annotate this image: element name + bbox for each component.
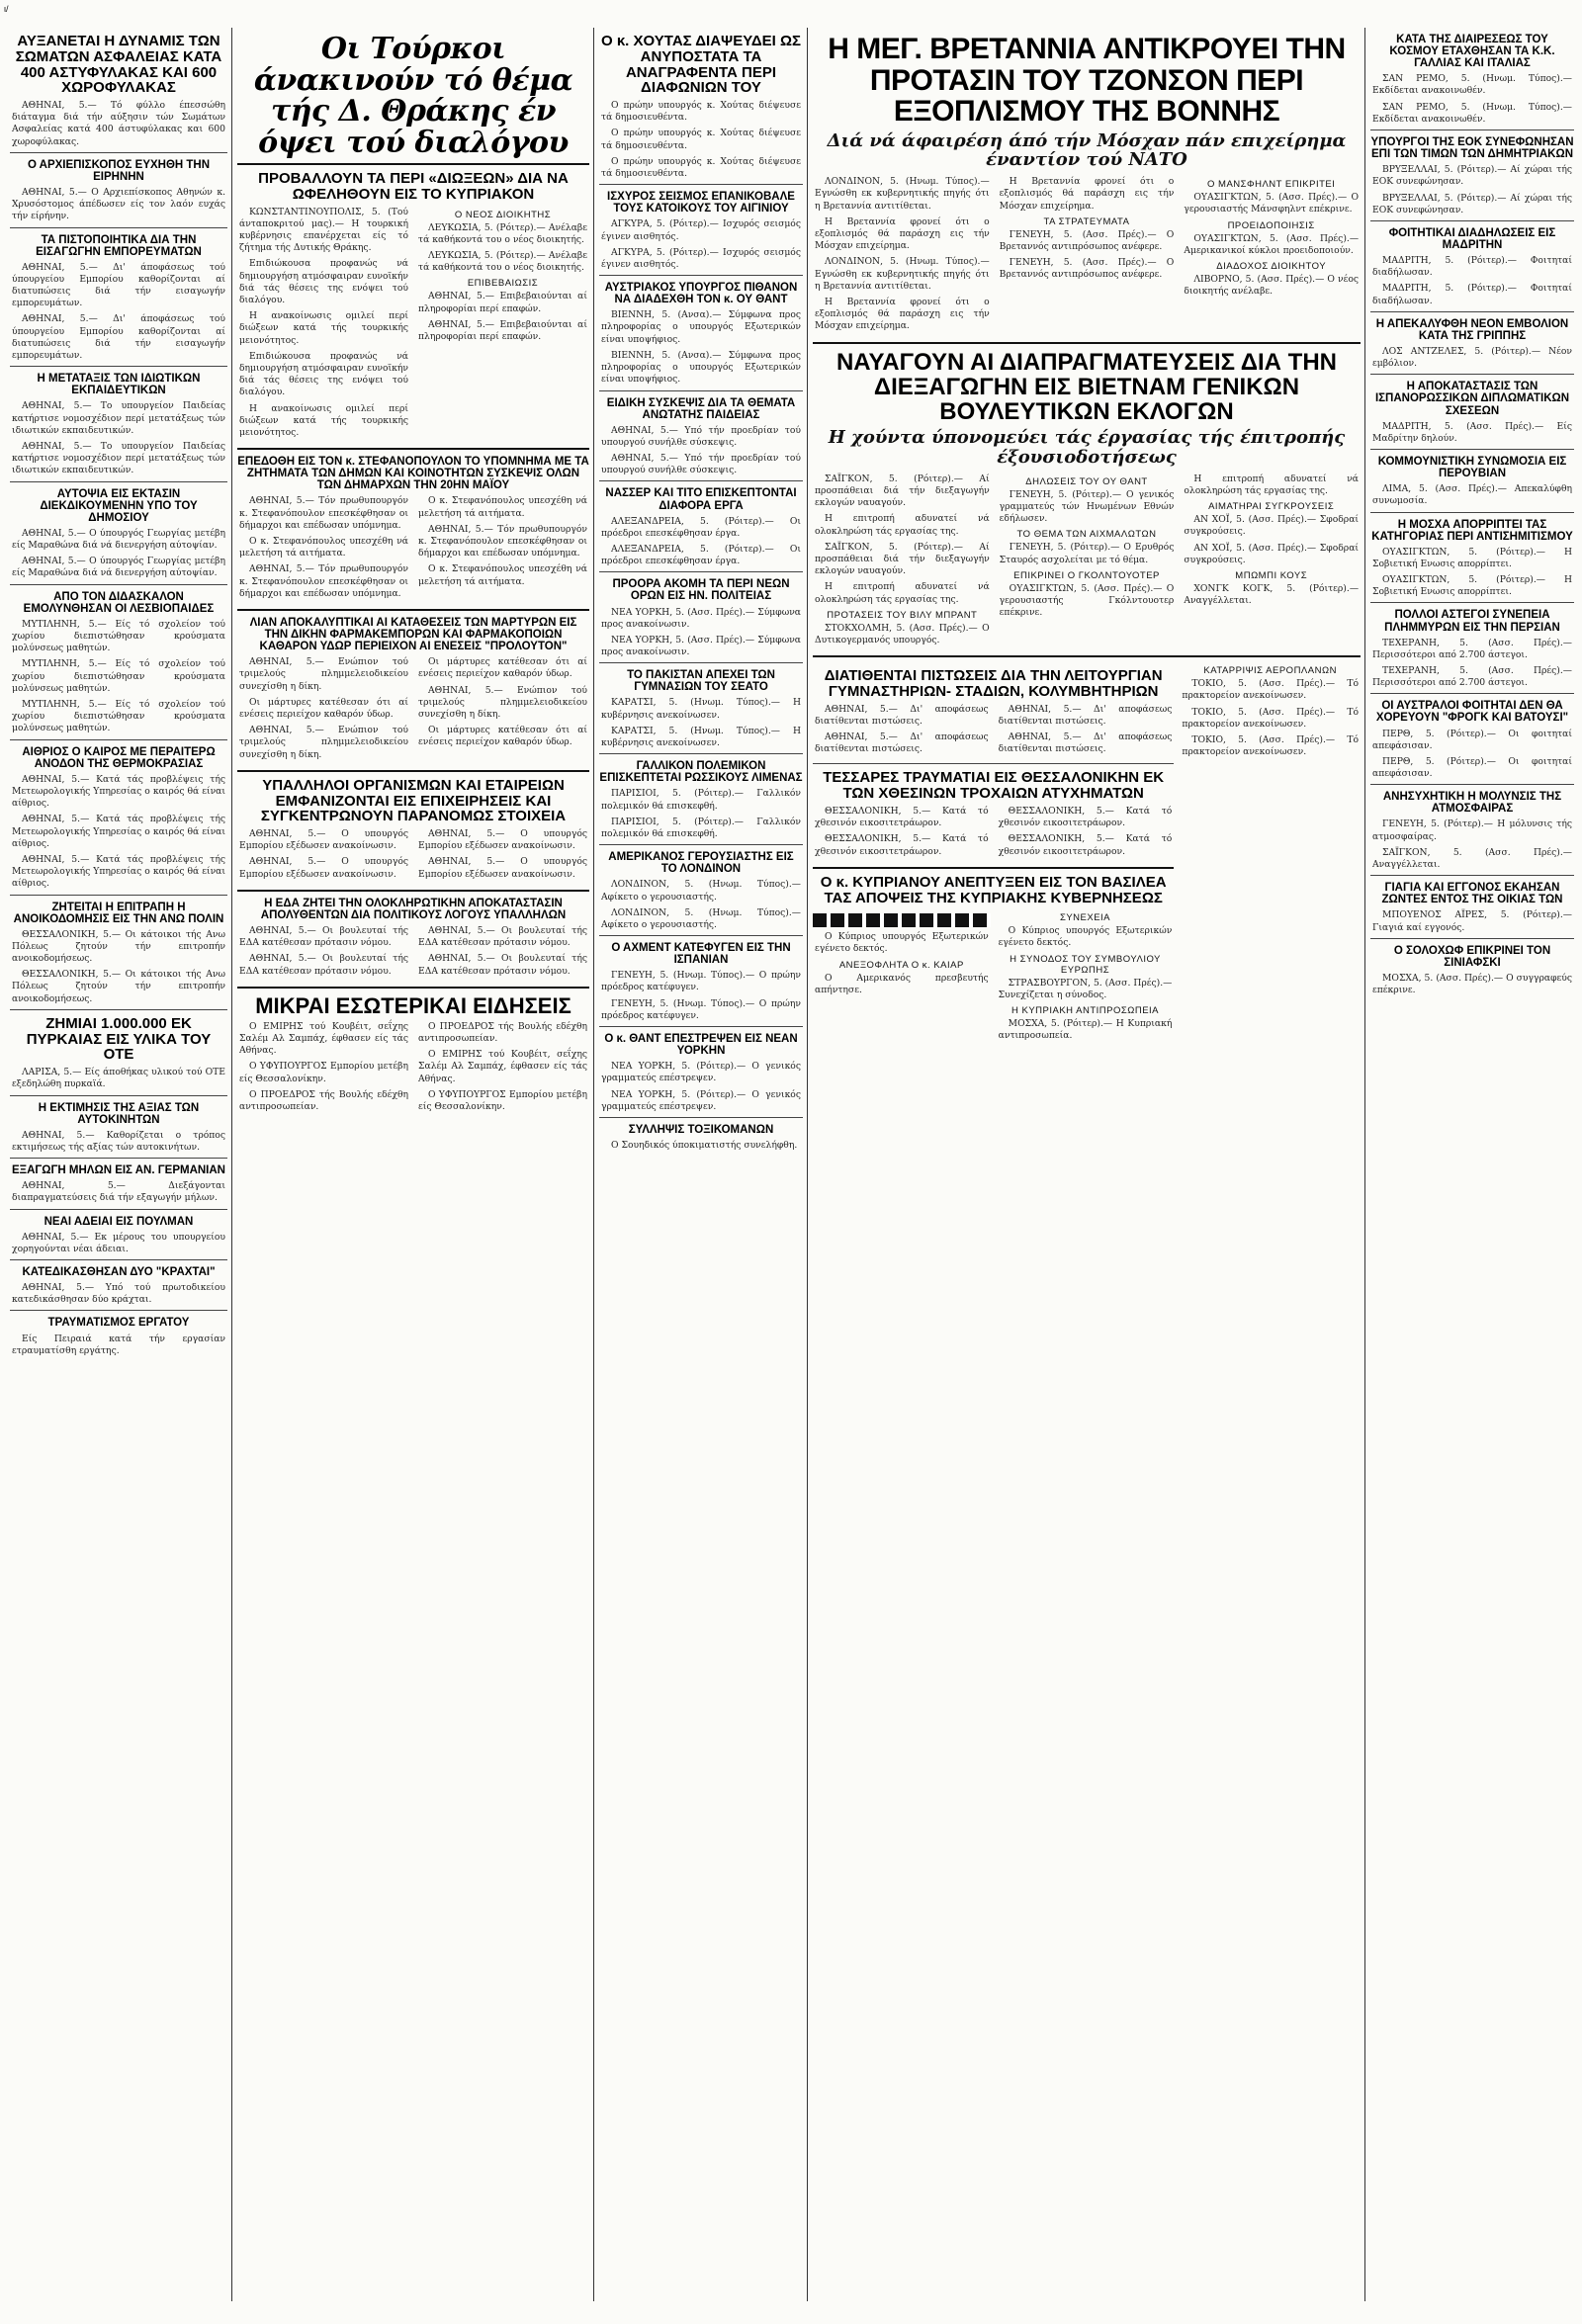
article-text: Η ανακοίνωσις ομιλεί περί διώξεων κατά τής τουρκικής μειονότητος. [239,402,408,438]
article-text: ΠΑΡΙΣΙΟΙ, 5. (Ρόιτερ).— Γαλλικόν πολεμικόν θά επισκεφθή. [601,816,801,839]
article-text: ΓΕΝΕΥΗ, 5. (Ηνωμ. Τύπος).— Ο πρώην πρόεδρος κατέφυγεν. [601,997,801,1021]
article-text: ΝΕΑ ΥΟΡΚΗ, 5. (Ρόιτερ).— Ο γενικός γραμματεύς επέστρεψεν. [601,1061,801,1084]
article-text: Ο ΠΡΟΕΔΡΟΣ τής Βουλής εδέχθη αντιπροσωπείαν. [239,1088,408,1113]
subhead: Ο ΜΑΝΣΦΗΛΝΤ ΕΠΙΚΡΙΤΕΙ [1207,179,1336,191]
article-text: Ο κ. Στεφανόπουλος υπεσχέθη νά μελετήση τά αιτήματα. [418,495,587,519]
article-text: ΑΘΗΝΑΙ, 5.— Οι βουλευταί τής ΕΔΑ κατέθεσαν πρότασιν νόμου. [418,953,587,977]
article-text: Ο ΕΜΙΡΗΣ τού Κουβέιτ, σεΐχης Σαλέμ Αλ Σαμπάχ, έφθασεν είς τάς Αθήνας. [418,1049,587,1084]
headline: ΣΥΛΛΗΨΙΣ ΤΟΞΙΚΟΜΑΝΩΝ [628,1124,774,1136]
article-text: ΤΟΚΙΟ, 5. (Ασσ. Πρές).— Τό πρακτορείον ανεκοίνωσεν. [1182,706,1359,730]
article-text: Η Βρεταννία φρονεί ότι ο εξοπλισμός θά παράσχη εις τήν Μόσχαν επιχείρημα. [999,176,1175,212]
column-3 [599,28,803,2301]
column-rule [807,28,808,2301]
headline: ΠΟΛΛΟΙ ΑΣΤΕΓΟΙ ΣΥΝΕΠΕΙΑ ΠΛΗΜΜΥΡΩΝ ΕΙΣ ΤΗΝ ΠΕΡΣΙΑΝ [1384,609,1560,634]
article-text: ΑΘΗΝΑΙ, 5.— Κατά τάς προβλέψεις τής Μετεωρολογικής Υπηρεσίας ο καιρός θά είναι αίθριος. [12,814,225,849]
headline: ΠΡΟΟΡΑ ΑΚΟΜΗ ΤΑ ΠΕΡΙ ΝΕΩΝ ΟΡΩΝ ΕΙΣ ΗΝ. ΠΟΛΙΤΕΙΑΣ [612,578,790,603]
subhead: ΑΝΕΞΟΦΛΗΤΑ Ο κ. ΚΑΙΑΡ [838,959,964,971]
article-text: Ο ΕΜΙΡΗΣ τού Κουβέιτ, σεΐχης Σαλέμ Αλ Σαμπάχ, έφθασεν είς τάς Αθήνας. [239,1020,408,1057]
article-text: Η ανακοίνωσις ομιλεί περί διώξεων κατά τής τουρκικής μειονότητος. [239,310,408,346]
article-text: Η Βρεταννία φρονεί ότι ο εξοπλισμός θά παράσχη εις τήν Μόσχαν επιχείρημα. [815,296,990,332]
headline: ΤΡΑΥΜΑΤΙΣΜΟΣ ΕΡΓΑΤΟΥ [47,1317,190,1330]
headline: ΕΙΔΙΚΗ ΣΥΣΚΕΨΙΣ ΔΙΑ ΤΑ ΘΕΜΑΤΑ ΑΝΩΤΑΤΗΣ ΠΑΙΔΕΙΑΣ [606,396,796,421]
headline: ΖΗΜΙΑΙ 1.000.000 ΕΚ ΠΥΡΚΑΙΑΣ ΕΙΣ ΥΛΙΚΑ ΤΟΥ ΟΤΕ [26,1014,212,1064]
subhead: ΚΑΤΑΡΡΙΨΙΣ ΑΕΡΟΠΛΑΝΩΝ [1203,665,1337,677]
article-text: ΑΘΗΝΑΙ, 5.— Ο Αρχιεπίσκοπος Αθηνών κ. Χρυσόστομος άπέδωσεν είς τον λαόν ευχάς τήν είρήνην. [12,186,225,222]
article-text: ΑΝ ΧΟΪ, 5. (Ασσ. Πρές).— Σφοδραί συγκρούσεις. [1184,514,1360,538]
article-text: ΜΥΤΙΛΗΝΗ, 5.— Είς τό σχολείον τού χωρίου διεπιστώθησαν κρούσματα μολύνσεως μαθητών. [12,698,225,734]
subhead: ΕΠΙΒΕΒΑΙΩΣΙΣ [467,278,539,290]
article-text: ΒΡΥΞΕΛΛΑΙ, 5. (Ρόιτερ).— Αί χώραι τής ΕΟΚ συνεφώνησαν. [1372,164,1572,188]
headline: ΑΝΗΣΥΧΗΤΙΚΗ Η ΜΟΛΥΝΣΙΣ ΤΗΣ ΑΤΜΟΣΦΑΙΡΑΣ [1382,791,1562,816]
article-text: ΑΘΗΝΑΙ, 5.— Οι βουλευταί τής ΕΔΑ κατέθεσαν πρότασιν νόμου. [239,953,408,977]
subhead: ΜΠΩΜΠΙ ΚΟΥΣ [1235,569,1308,581]
article-text: ΜΥΤΙΛΗΝΗ, 5.— Είς τό σχολείον τού χωρίου διεπιστώθησαν κρούσματα μολύνσεως μαθητών. [12,618,225,654]
article-text: ΣΤΟΚΧΟΛΜΗ, 5. (Ασσ. Πρές).— Ο Δυτικογερμανός υπουργός. [815,622,990,646]
article-text: ΑΓΚΥΡΑ, 5. (Ρόιτερ).— Ισχυρός σεισμός έγινεν αισθητός. [601,246,801,270]
headline: Ο ΣΟΛΟΧΩΦ ΕΠΙΚΡΙΝΕΙ ΤΟΝ ΣΙΝΙΑΦΣΚΙ [1393,944,1551,969]
article-text: Ο πρώην υπουργός κ. Χούτας διέψευσε τά δημοσιευθέντα. [601,100,801,124]
article-text: ΑΛΕΞΑΝΔΡΕΙΑ, 5. (Ρόιτερ).— Οι πρόεδροι επεσκέφθησαν έργα. [601,543,801,567]
article-text: ΟΥΑΣΙΓΚΤΩΝ, 5. (Ασσ. Πρές).— Αμερικανικοί κύκλοι προειδοποιούν. [1184,232,1360,256]
corner-mark: ι/ [4,4,9,14]
subhead: ΠΡΟΤΑΣΕΙΣ ΤΟΥ ΒΙΛΥ ΜΠΡΑΝΤ [827,609,978,621]
subheadline: Η χούντα ύπονομεύει τάς έργασίας τής έπιτροπής έξουσιοδοτήσεως [828,427,1346,468]
article-text: ΠΕΡΘ, 5. (Ρόιτερ).— Οι φοιτηταί απεφάσισαν. [1372,755,1572,780]
article-text: ΒΙΕΝΝΗ, 5. (Ανσα).— Σύμφωνα προς πληροφορίας ο υπουργός Εξωτερικών είναι υποψήφιος. [601,309,801,345]
article-text: ΣΑΝ ΡΕΜΟ, 5. (Ηνωμ. Τύπος).— Εκδίδεται ανακοινωθέν. [1372,73,1572,97]
article-text: ΑΛΕΞΑΝΔΡΕΙΑ, 5. (Ρόιτερ).— Οι πρόεδροι επεσκέφθησαν έργα. [601,515,801,539]
article-text: Η επιτροπή αδυνατεί νά ολοκληρώση τάς εργασίας της. [1184,473,1360,496]
headline: Ο ΑΧΜΕΝΤ ΚΑΤΕΦΥΓΕΝ ΕΙΣ ΤΗΝ ΙΣΠΑΝΙΑΝ [611,942,791,967]
article-text: ΜΟΣΧΑ, 5. (Ασσ. Πρές).— Ο συγγραφεύς επέκρινε. [1372,972,1572,996]
article-text: ΤΕΧΕΡΑΝΗ, 5. (Ασσ. Πρές).— Περισσότεροι από 2.700 άστεγοι. [1372,665,1572,689]
column-4 [813,28,1361,2301]
article-text: ΟΥΑΣΙΓΚΤΩΝ, 5. (Ρόιτερ).— Η Σοβιετική Ενωσις απορρίπτει. [1372,574,1572,598]
article-text: ΑΘΗΝΑΙ, 5.— Επιβεβαιούνται αί πληροφορίαι περί επαφών. [418,318,587,342]
article-text: ΛΙΜΑ, 5. (Ασσ. Πρές).— Απεκαλύφθη συνωμοσία. [1372,483,1572,507]
article-text: ΑΘΗΝΑΙ, 5.— Καθορίζεται ο τρόπος εκτιμήσεως τής αξίας τών αυτοκινήτων. [12,1129,225,1153]
headline: ΑΙΘΡΙΟΣ Ο ΚΑΙΡΟΣ ΜΕ ΠΕΡΑΙΤΕΡΩ ΑΝΟΔΟΝ ΤΗΣ ΘΕΡΜΟΚΡΑΣΙΑΣ [22,745,216,770]
headline: ΤΑ ΠΙΣΤΟΠΟΙΗΤΙΚΑ ΔΙΑ ΤΗΝ ΕΙΣΑΓΩΓΗΝ ΕΜΠΟΡΕΥΜΑΤΩΝ [36,233,202,258]
headline: Ο κ. ΧΟΥΤΑΣ ΔΙΑΨΕΥΔΕΙ ΩΣ ΑΝΥΠΟΣΤΑΤΑ ΤΑ ΑΝΑΓΡΑΦΕΝΤΑ ΠΕΡΙ ΔΙΑΦΩΝΙΩΝ ΤΟΥ [600,33,801,97]
article-text: ΑΘΗΝΑΙ, 5.— Το υπουργείον Παιδείας κατήρτισε νομοσχέδιον περί μετατάξεως τών ιδιωτικών εκπαιδευτικών. [12,441,225,476]
headline: Η ΕΔΑ ΖΗΤΕΙ ΤΗΝ ΟΛΟΚΛΗΡΩΤΙΚΗΝ ΑΠΟΚΑΤΑΣΤΑΣΙΝ ΑΠΟΛΥΘΕΝΤΩΝ ΔΙΑ ΠΟΛΙΤΙΚΟΥΣ ΛΟΓΟΥΣ ΥΠΑΛΛΗΛΩΝ [260,897,567,921]
headline: ΠΡΟΒΑΛΛΟΥΝ ΤΑ ΠΕΡΙ «ΔΙΩΞΕΩΝ» ΔΙΑ ΝΑ ΩΦΕΛΗΘΟΥΝ ΕΙΣ ΤΟ ΚΥΠΡΙΑΚΟΝ [258,170,569,203]
headline: ΚΟΜΜΟΥΝΙΣΤΙΚΗ ΣΥΝΩΜΟΣΙΑ ΕΙΣ ΠΕΡΟΥΒΙΑΝ [1377,456,1567,480]
article-text: Ο κ. Στεφανόπουλος υπεσχέθη νά μελετήση τά αιτήματα. [418,563,587,587]
article-text: ΛΕΥΚΩΣΙΑ, 5. (Ρόιτερ).— Ανέλαβε τά καθήκοντά του ο νέος διοικητής. [418,249,587,274]
article-text: ΘΕΣΣΑΛΟΝΙΚΗ, 5.— Κατά τό χθεσινόν εικοσιτετράωρον. [815,833,989,857]
headline: ΓΙΑΓΙΑ ΚΑΙ ΕΓΓΟΝΟΣ ΕΚΑΗΣΑΝ ΖΩΝΤΕΣ ΕΝΤΟΣ ΤΗΣ ΟΙΚΙΑΣ ΤΩΝ [1381,882,1563,906]
article-text: ΑΘΗΝΑΙ, 5.— Ο υπουργός Εμπορίου εξέδωσεν ανακοίνωσιν. [239,828,408,852]
article-text: Ο Κύπριος υπουργός Εξωτερικών εγένετο δεκτός. [998,925,1173,949]
article-text: ΑΘΗΝΑΙ, 5.— Διεξάγονται διαπραγματεύσεις διά τήν εξαγωγήν μήλων. [12,1180,225,1204]
article-text: ΑΘΗΝΑΙ, 5.— Ενώπιον τού τριμελούς πλημμελειοδικείου συνεχίσθη η δίκη. [418,684,587,720]
article-text: ΚΑΡΑΤΣΙ, 5. (Ηνωμ. Τύπος).— Η κυβέρνησις ανεκοίνωσεν. [601,697,801,721]
article-text: ΓΕΝΕΥΗ, 5. (Ρόιτερ).— Ο γενικός γραμματεύς τών Ηνωμένων Εθνών εδήλωσεν. [999,488,1175,525]
headline: ΤΟ ΠΑΚΙΣΤΑΝ ΑΠΕΧΕΙ ΤΩΝ ΓΥΜΝΑΣΙΩΝ ΤΟΥ ΣΕΑΤΟ [627,669,775,694]
subhead: Ο ΝΕΟΣ ΔΙΟΙΚΗΤΗΣ [454,209,552,220]
headline: Ο κ. ΚΥΠΡΙΑΝΟΥ ΑΝΕΠΤΥΞΕΝ ΕΙΣ ΤΟΝ ΒΑΣΙΛΕΑ ΤΑΣ ΑΠΟΨΕΙΣ ΤΗΣ ΚΥΠΡΙΑΚΗΣ ΚΥΒΕΡΝΗΣΕΩΣ [820,873,1167,906]
headline: ΖΗΤΕΙΤΑΙ Η ΕΠΙΤΡΑΠΗ Η ΑΝΟΙΚΟΔΟΜΗΣΙΣ ΕΙΣ ΤΗΝ ΑΝΩ ΠΟΛΙΝ [13,901,224,925]
article-text: ΜΑΔΡΙΤΗ, 5. (Ρόιτερ).— Φοιτηταί διαδήλωσαν. [1372,283,1572,306]
article-text: ΛΟΝΔΙΝΟΝ, 5. (Ηνωμ. Τύπος).— Αφίκετο ο γερουσιαστής. [601,906,801,930]
headline: ΕΞΑΓΩΓΗ ΜΗΛΩΝ ΕΙΣ ΑΝ. ΓΕΡΜΑΝΙΑΝ [12,1164,225,1177]
headline: ΥΠΑΛΛΗΛΟΙ ΟΡΓΑΝΙΣΜΩΝ ΚΑΙ ΕΤΑΙΡΕΙΩΝ ΕΜΦΑΝΙΖΟΝΤΑΙ ΕΙΣ ΕΠΙΧΕΙΡΗΣΕΙΣ ΚΑΙ ΣΥΓΚΕΝΤΡΩΝΟΥΝ ΠΑΡΑΝΟΜΩΣ ΣΤΟΙΧΕΙΑ [260,776,567,825]
article-text: ΑΘΗΝΑΙ, 5.— Ο ύπουργός Γεωργίας μετέβη είς Μαραθώνα διά νά διενεργήση αύτοψίαν. [12,527,225,552]
article-text: ΑΘΗΝΑΙ, 5.— Δι' αποφάσεως διατίθενται πιστώσεις. [998,703,1173,727]
article-text: ΑΘΗΝΑΙ, 5.— Κατά τάς προβλέψεις τής Μετεωρολογικής Υπηρεσίας ο καιρός θά είναι αίθριος. [12,853,225,890]
article-text: ΑΝ ΧΟΪ, 5. (Ασσ. Πρές).— Σφοδραί συγκρούσεις. [1184,542,1360,565]
article-text: ΟΥΑΣΙΓΚΤΩΝ, 5. (Ρόιτερ).— Η Σοβιετική Ενωσις απορρίπτει. [1372,546,1572,569]
article-text: ΘΕΣΣΑΛΟΝΙΚΗ, 5.— Οι κάτοικοι τής Ανω Πόλεως ζητούν τήν επιτροπήν ανοικοδομήσεως. [12,928,225,965]
article-text: ΑΘΗΝΑΙ, 5.— Δι' αποφάσεως διατίθενται πιστώσεις. [815,703,989,727]
article-text: ΑΘΗΝΑΙ, 5.— Το υπουργείον Παιδείας κατήρτισε νομοσχέδιον περί μετατάξεως τών ιδιωτικών εκπαιδευτικών. [12,400,225,436]
column-2 [237,28,589,2301]
article-text: ΑΘΗΝΑΙ, 5.— Δι' αποφάσεως διατίθενται πιστώσεις. [998,732,1173,755]
column-rule [1364,28,1365,2301]
article-text: Ο ΠΡΟΕΔΡΟΣ τής Βουλής εδέχθη αντιπροσωπείαν. [418,1020,587,1045]
headline: Η ΜΟΣΧΑ ΑΠΟΡΡΙΠΤΕΙ ΤΑΣ ΚΑΤΗΓΟΡΙΑΣ ΠΕΡΙ ΑΝΤΙΣΗΜΙΤΙΣΜΟΥ [1371,518,1573,543]
headline: ΝΑΣΣΕΡ ΚΑΙ ΤΙΤΟ ΕΠΙΣΚΕΠΤΟΝΤΑΙ ΔΙΑΦΟΡΑ ΕΡΓΑ [605,487,797,512]
subhead: ΔΙΑΔΟΧΟΣ ΔΙΟΙΚΗΤΟΥ [1216,260,1327,272]
article-text: ΑΘΗΝΑΙ, 5.— Ο υπουργός Εμπορίου εξέδωσεν ανακοίνωσιν. [418,828,587,852]
headline: Η ΜΕΤΑΤΑΞΙΣ ΤΩΝ ΙΔΙΩΤΙΚΩΝ ΕΚΠΑΙΔΕΥΤΙΚΩΝ [37,373,201,397]
article-text: ΜΠΟΥΕΝΟΣ ΑΪΡΕΣ, 5. (Ρόιτερ).— Γιαγιά καί εγγονός. [1372,909,1572,933]
headline: Η ΑΠΕΚΑΛΥΦΘΗ ΝΕΟΝ ΕΜΒΟΛΙΟΝ ΚΑΤΑ ΤΗΣ ΓΡΙΠΠΗΣ [1375,317,1569,342]
article-text: Ο πρώην υπουργός κ. Χούτας διέψευσε τά δημοσιευθέντα. [601,155,801,180]
article-text: ΑΘΗΝΑΙ, 5.— Δι' άποφάσεως τού ύπουργείου Εμπορίου καθορίζονται αί διατυπώσεις διά τήν εισαγωγήν εμπορευμάτων. [12,261,225,309]
article-text: Επιδιώκουσα προφανώς νά δημιουργήση ατμόσφαιραν ευνοϊκήν διά τάς θέσεις της ενόψει τού διαλόγου. [239,350,408,398]
article-text: ΓΕΝΕΥΗ, 5. (Ασσ. Πρές).— Ο Βρεταννός αντιπρόσωπος ανέφερε. [999,228,1175,252]
article-text: Ο Σουηδικός ύποκιματιστής συνελήφθη. [611,1140,798,1152]
article-text: ΑΘΗΝΑΙ, 5.— Τό φύλλο έπεσσώθη διάταγμα διά τήν αύξησιν τών Σωμάτων Ασφαλείας κατά 400 άστυφύλακας και 600 χωροφύλακας. [12,100,225,147]
article-text: Η Βρεταννία φρονεί ότι ο εξοπλισμός θά παράσχη εις τήν Μόσχαν επιχείρημα. [815,215,990,252]
subhead: ΔΗΛΩΣΕΙΣ ΤΟΥ ΟΥ ΘΑΝΤ [1025,475,1148,487]
article-text: ΑΘΗΝΑΙ, 5.— Ο ύπουργός Γεωργίας μετέβη είς Μαραθώνα διά νά διενεργήση αύτοψίαν. [12,556,225,579]
article-text: ΘΕΣΣΑΛΟΝΙΚΗ, 5.— Οι κάτοικοι τής Ανω Πόλεως ζητούν τήν επιτροπήν ανοικοδομήσεως. [12,969,225,1004]
article-text: ΚΑΡΑΤΣΙ, 5. (Ηνωμ. Τύπος).— Η κυβέρνησις ανεκοίνωσεν. [601,725,801,749]
article-text: ΟΥΑΣΙΓΚΤΩΝ, 5. (Ασσ. Πρές).— Ο γερουσιαστής Μάνσφηλντ επέκρινε. [1184,192,1360,215]
headline: Ο κ. ΘΑΝΤ ΕΠΕΣΤΡΕΨΕΝ ΕΙΣ ΝΕΑΝ ΥΟΡΚΗΝ [604,1033,798,1058]
article-text: ΑΘΗΝΑΙ, 5.— Ο υπουργός Εμπορίου εξέδωσεν ανακοίνωσιν. [418,856,587,880]
article-text: ΑΘΗΝΑΙ, 5.— Τόν πρωθυπουργόν κ. Στεφανόπουλον επεσκέφθησαν οι δήμαρχοι και επέδωσαν υπόμνημα. [239,563,408,599]
headline: ΜΙΚΡΑΙ ΕΣΩΤΕΡΙΚΑΙ ΕΙΔΗΣΕΙΣ [255,992,571,1018]
article-text: Οι μάρτυρες κατέθεσαν ότι αί ενέσεις περιείχον καθαρόν ύδωρ. [418,725,587,748]
article-text: ΛΟΝΔΙΝΟΝ, 5. (Ηνωμ. Τύπος).— Αφίκετο ο γερουσιαστής. [601,879,801,903]
headline: Η ΕΚΤΙΜΗΣΙΣ ΤΗΣ ΑΞΙΑΣ ΤΩΝ ΑΥΤΟΚΙΝΗΤΩΝ [38,1101,200,1126]
subhead: ΑΙΜΑΤΗΡΑΙ ΣΥΓΚΡΟΥΣΕΙΣ [1208,501,1335,513]
article-text: Ο Κύπριος υπουργός Εξωτερικών εγένετο δεκτός. [815,931,989,955]
article-text: ΓΕΝΕΥΗ, 5. (Ρόιτερ).— Ο Ερυθρός Σταυρός ασχολείται με τό θέμα. [999,542,1175,565]
article-text: Οι μάρτυρες κατέθεσαν ότι αί ενέσεις περιείχον καθαρόν ύδωρ. [239,696,408,720]
headline: ΑΠΟ ΤΟΝ ΔΙΔΑΣΚΑΛΟΝ ΕΜΟΛΥΝΘΗΣΑΝ ΟΙ ΛΕΣΒΙΟΠΑΙΔΕΣ [23,590,215,615]
headline: ΟΙ ΑΥΣΤΡΑΛΟΙ ΦΟΙΤΗΤΑΙ ΔΕΝ ΘΑ ΧΟΡΕΥΟΥΝ "ΦΡΟΓΚ ΚΑΙ ΒΑΤΟΥΣΙ" [1375,700,1569,725]
article-text: ΛΑΡΙΣΑ, 5.— Είς άποθήκας υλικού τού ΟΤΕ εξεδηλώθη πυρκαϊά. [12,1067,225,1090]
ornament-icon [813,913,991,927]
article-text: ΝΕΑ ΥΟΡΚΗ, 5. (Ασσ. Πρές).— Σύμφωνα προς ανακοίνωσιν. [601,634,801,658]
article-text: ΛΟΣ ΑΝΤΖΕΛΕΣ, 5. (Ρόιτερ).— Νέον εμβόλιον. [1372,346,1572,370]
article-text: ΛΟΝΔΙΝΟΝ, 5. (Ηνωμ. Τύπος).— Εγνώσθη εκ κυβερνητικής πηγής ότι η Βρεταννία αντιτίθεται. [815,176,990,212]
subhead: ΕΠΙΚΡΙΝΕΙ Ο ΓΚΟΛΝΤΟΥΟΤΕΡ [1013,569,1160,581]
article-text: ΑΘΗΝΑΙ, 5.— Δι' άποφάσεως τού ύπουργείου Εμπορίου καθορίζονται αί διατυπώσεις διά τήν εισαγωγήν εμπορευμάτων. [12,313,225,362]
lead-headline: Οι Τούρκοι άνακινούν τό θέμα τής Δ. Θράκης έν όψει τού διαλόγου [253,32,573,160]
article-text: ΑΘΗΝΑΙ, 5.— Επιβεβαιούνται αί πληροφορίαι περί επαφών. [418,291,587,314]
article-text: ΣΑΝ ΡΕΜΟ, 5. (Ηνωμ. Τύπος).— Εκδίδεται ανακοινωθέν. [1372,101,1572,125]
article-text: ΓΕΝΕΥΗ, 5. (Ηνωμ. Τύπος).— Ο πρώην πρόεδρος κατέφυγεν. [601,970,801,993]
article-text: ΧΟΝΓΚ ΚΟΓΚ, 5. (Ρόιτερ).— Αναγγέλλεται. [1184,582,1360,607]
article-text: ΑΘΗΝΑΙ, 5.— Υπό τού πρωτοδικείου κατεδικάσθησαν δύο κράχται. [12,1282,225,1306]
article-text: ΘΕΣΣΑΛΟΝΙΚΗ, 5.— Κατά τό χθεσινόν εικοσιτετράωρον. [815,805,989,829]
subhead: ΤΟ ΘΕΜΑ ΤΩΝ ΑΙΧΜΑΛΩΤΩΝ [1016,529,1157,541]
headline: Η ΑΠΟΚΑΤΑΣΤΑΣΙΣ ΤΩΝ ΙΣΠΑΝΟΡΩΣΣΙΚΩΝ ΔΙΠΛΩΜΑΤΙΚΩΝ ΣΧΕΣΕΩΝ [1374,381,1570,417]
headline: ΛΙΑΝ ΑΠΟΚΑΛΥΠΤΙΚΑΙ ΑΙ ΚΑΤΑΘΕΣΕΙΣ ΤΩΝ ΜΑΡΤΥΡΩΝ ΕΙΣ ΤΗΝ ΔΙΚΗΝ ΦΑΡΜΑΚΕΜΠΟΡΩΝ ΚΑΙ ΦΑΡΜΑΚΟΠΟΙΩΝ ΚΑΘΑΡΟΝ ΥΔΩΡ ΠΕΡΙΕΙΧΟΝ ΑΙ ΕΝΕΣΕΙΣ "ΠΡΟΛΟΥΤΟΝ" [249,616,577,653]
headline: ΕΠΕΔΟΘΗ ΕΙΣ ΤΟΝ κ. ΣΤΕΦΑΝΟΠΟΥΛΟΝ ΤΟ ΥΠΟΜΝΗΜΑ ΜΕ ΤΑ ΖΗΤΗΜΑΤΑ ΤΩΝ ΔΗΜΩΝ ΚΑΙ ΚΟΙΝΟΤΗΤΩΝ ΣΥΣΚΕΨΙΣ ΟΛΩΝ ΤΩΝ ΔΗΜΑΡΧΩΝ ΤΗΝ 20ΗΝ ΜΑΪΟΥ [237,456,589,492]
article-text: ΑΘΗΝΑΙ, 5.— Ο υπουργός Εμπορίου εξέδωσεν ανακοίνωσιν. [239,856,408,880]
article-text: ΑΘΗΝΑΙ, 5.— Υπό τήν προεδρίαν τού υπουργού συνήλθε σύσκεψις. [601,424,801,448]
article-text: Οι μάρτυρες κατέθεσαν ότι αί ενέσεις περιείχον καθαρόν ύδωρ. [418,656,587,680]
headline: ΑΜΕΡΙΚΑΝΟΣ ΓΕΡΟΥΣΙΑΣΤΗΣ ΕΙΣ ΤΟ ΛΟΝΔΙΝΟΝ [608,851,794,876]
headline: ΓΑΛΛΙΚΟΝ ΠΟΛΕΜΙΚΟΝ ΕΠΙΣΚΕΠΤΕΤΑΙ ΡΩΣΣΙΚΟΥΣ ΛΙΜΕΝΑΣ [599,760,803,785]
article-text: ΘΕΣΣΑΛΟΝΙΚΗ, 5.— Κατά τό χθεσινόν εικοσιτετράωρον. [998,833,1173,857]
article-text: ΒΙΕΝΝΗ, 5. (Ανσα).— Σύμφωνα προς πληροφορίας ο υπουργός Εξωτερικών είναι υποψήφιος. [601,349,801,386]
article-text: ΑΘΗΝΑΙ, 5.— Εκ μέρους του υπουργείου χορηγούνται νέαι άδειαι. [12,1231,225,1254]
article-text: ΛΟΝΔΙΝΟΝ, 5. (Ηνωμ. Τύπος).— Εγνώσθη εκ κυβερνητικής πηγής ότι η Βρεταννία αντιτίθεται. [815,256,990,292]
article-text: ΣΑΪΓΚΟΝ, 5. (Ρόιτερ).— Αί προσπάθειαι διά τήν διεξαγωγήν εκλογών ναυαγούν. [815,541,990,577]
headline: ΙΣΧΥΡΟΣ ΣΕΙΣΜΟΣ ΕΠΑΝΙΚΟΒΑΛΕ ΤΟΥΣ ΚΑΤΟΙΚΟΥΣ ΤΟΥ ΑΙΓΙΝΙΟΥ [607,191,795,215]
column-5 [1370,28,1574,2301]
column-rule [231,28,232,2301]
article-text: ΤΟΚΙΟ, 5. (Ασσ. Πρές).— Τό πρακτορείον ανεκοίνωσεν. [1182,733,1359,758]
column-rule [593,28,594,2301]
article-text: ΜΑΔΡΙΤΗ, 5. (Ασσ. Πρές).— Είς Μαδρίτην δηλούν. [1372,420,1572,444]
article-text: Ο Αμερικανός πρεσβευτής απήντησε. [815,972,989,995]
article-text: ΑΘΗΝΑΙ, 5.— Οι βουλευταί τής ΕΔΑ κατέθεσαν πρότασιν νόμου. [239,924,408,949]
article-text: ΑΘΗΝΑΙ, 5.— Τόν πρωθυπουργόν κ. Στεφανόπουλον επεσκέφθησαν οι δήμαρχοι και επέδωσαν υπόμνημα. [418,523,587,559]
article-text: ΤΕΧΕΡΑΝΗ, 5. (Ασσ. Πρές).— Περισσότεροι από 2.700 άστεγοι. [1372,637,1572,660]
article-text: ΑΘΗΝΑΙ, 5.— Οι βουλευταί τής ΕΔΑ κατέθεσαν πρότασιν νόμου. [418,924,587,949]
headline: Ο ΑΡΧΙΕΠΙΣΚΟΠΟΣ ΕΥΧΗΘΗ ΤΗΝ ΕΙΡΗΝΗΝ [27,158,211,183]
article-text: ΠΑΡΙΣΙΟΙ, 5. (Ρόιτερ).— Γαλλικόν πολεμικόν θά επισκεφθή. [601,788,801,812]
subhead: Η ΣΥΝΟΔΟΣ ΤΟΥ ΣΥΜΒΟΥΛΙΟΥ ΕΥΡΩΠΗΣ [1010,953,1161,976]
headline: ΚΑΤΑ ΤΗΣ ΔΙΑΙΡΕΣΕΩΣ ΤΟΥ ΚΟΣΜΟΥ ΕΤΑΧΘΗΣΑΝ ΤΑ Κ.Κ. ΓΑΛΛΙΑΣ ΚΑΙ ΙΤΑΛΙΑΣ [1389,34,1555,70]
article-text: ΣΤΡΑΣΒΟΥΡΓΟΝ, 5. (Ασσ. Πρές).— Συνεχίζεται η σύνοδος. [998,977,1173,1000]
article-text: ΝΕΑ ΥΟΡΚΗ, 5. (Ρόιτερ).— Ο γενικός γραμματεύς επέστρεψεν. [601,1088,801,1112]
article-text: ΠΕΡΘ, 5. (Ρόιτερ).— Οι φοιτηταί απεφάσισαν. [1372,728,1572,751]
article-text: Ο ΥΦΥΠΟΥΡΓΟΣ Εμπορίου μετέβη είς Θεσσαλονίκην. [239,1061,408,1084]
article-text: Ο ΥΦΥΠΟΥΡΓΟΣ Εμπορίου μετέβη είς Θεσσαλονίκην. [418,1088,587,1113]
subheadline: Διά νά άφαιρέση άπό τήν Μόσχαν πάν επιχείρημα έναντίον τού ΝΑΤΟ [827,129,1347,171]
lead-headline: Η ΜΕΓ. ΒΡΕΤΑΝΝΙΑ ΑΝΤΙΚΡΟΥΕΙ ΤΗΝ ΠΡΟΤΑΣΙΝ ΤΟΥ ΤΖΟΝΣΟΝ ΠΕΡΙ ΕΞΟΠΛΙΣΜΟΥ ΤΗΣ ΒΟΝΝΗΣ [828,33,1346,128]
headline: ΑΥΤΟΨΙΑ ΕΙΣ ΕΚΤΑΣΙΝ ΔΙΕΚΔΙΚΟΥΜΕΝΗΝ ΥΠΟ ΤΟΥ ΔΗΜΟΣΙΟΥ [40,487,198,524]
article-text: ΣΑΪΓΚΟΝ, 5. (Ρόιτερ).— Αί προσπάθειαι διά τήν διεξαγωγήν εκλογών ναυαγούν. [815,473,990,509]
article-text: ΘΕΣΣΑΛΟΝΙΚΗ, 5.— Κατά τό χθεσινόν εικοσιτετράωρον. [998,805,1173,829]
article-text: Ο πρώην υπουργός κ. Χούτας διέψευσε τά δημοσιευθέντα. [601,128,801,151]
article-text: ΛΙΒΟΡΝΟ, 5. (Ασσ. Πρές).— Ο νέος διοικητής ανέλαβε. [1184,273,1360,298]
article-text: ΑΘΗΝΑΙ, 5.— Ενώπιον τού τριμελούς πλημμελειοδικείου συνεχίσθη η δίκη. [239,725,408,760]
article-text: ΜΑΔΡΙΤΗ, 5. (Ρόιτερ).— Φοιτηταί διαδήλωσαν. [1372,255,1572,279]
article-text: ΒΡΥΞΕΛΛΑΙ, 5. (Ρόιτερ).— Αί χώραι τής ΕΟΚ συνεφώνησαν. [1372,192,1572,215]
headline: ΑΥΞΑΝΕΤΑΙ Η ΔΥΝΑΜΙΣ ΤΩΝ ΣΩΜΑΤΩΝ ΑΣΦΑΛΕΙΑΣ ΚΑΤΑ 400 ΑΣΤΥΦΥΛΑΚΑΣ ΚΑΙ 600 ΧΩΡΟΦΥΛΑΚΑΣ [15,33,222,97]
headline: ΤΕΣΣΑΡΕΣ ΤΡΑΥΜΑΤΙΑΙ ΕΙΣ ΘΕΣΣΑΛΟΝΙΚΗΝ ΕΚ ΤΩΝ ΧΘΕΣΙΝΩΝ ΤΡΟΧΑΙΩΝ ΑΤΥΧΗΜΑΤΩΝ [823,769,1165,803]
article-text: Ο κ. Στεφανόπουλος υπεσχέθη νά μελετήση τά αιτήματα. [239,535,408,559]
subhead: ΠΡΟΕΙΔΟΠΟΙΗΣΙΣ [1227,219,1315,231]
article-text: ΑΘΗΝΑΙ, 5.— Ενώπιον τού τριμελούς πλημμελειοδικείου συνεχίσθη η δίκη. [239,656,408,692]
headline: ΑΥΣΤΡΙΑΚΟΣ ΥΠΟΥΡΓΟΣ ΠΙΘΑΝΟΝ ΝΑ ΔΙΑΔΕΧΘΗ ΤΟΝ κ. ΟΥ ΘΑΝΤ [604,282,798,306]
article-text: Επιδιώκουσα προφανώς νά δημιουργήση ατμόσφαιραν ευνοϊκήν διά τάς θέσεις της ενόψει τού διαλόγου. [239,258,408,305]
article-text: ΑΘΗΝΑΙ, 5.— Δι' αποφάσεως διατίθενται πιστώσεις. [815,732,989,755]
headline: ΝΕΑΙ ΑΔΕΙΑΙ ΕΙΣ ΠΟΥΛΜΑΝ [44,1215,194,1228]
headline: ΔΙΑΤΙΘΕΝΤΑΙ ΠΙΣΤΩΣΕΙΣ ΔΙΑ ΤΗΝ ΛΕΙΤΟΥΡΓΙΑΝ ΓΥΜΝΑΣΤΗΡΙΩΝ- ΣΤΑΔΙΩΝ, ΚΟΛΥΜΒΗΤΗΡΙΩΝ [824,667,1163,700]
article-text: ΓΕΝΕΥΗ, 5. (Ρόιτερ).— Η μόλυνσις τής ατμοσφαίρας. [1372,818,1572,842]
headline: ΦΟΙΤΗΤΙΚΑΙ ΔΙΑΔΗΛΩΣΕΙΣ ΕΙΣ ΜΑΔΡΙΤΗΝ [1388,226,1556,251]
article-text: ΜΥΤΙΛΗΝΗ, 5.— Είς τό σχολείον τού χωρίου διεπιστώθησαν κρούσματα μολύνσεως μαθητών. [12,658,225,694]
article-text: ΑΘΗΝΑΙ, 5.— Υπό τήν προεδρίαν τού υπουργού συνήλθε σύσκεψις. [601,453,801,476]
headline: ΚΑΤΕΔΙΚΑΣΘΗΣΑΝ ΔΥΟ "ΚΡΑΧΤΑΙ" [22,1266,216,1279]
headline: ΥΠΟΥΡΓΟΙ ΤΗΣ ΕΟΚ ΣΥΝΕΦΩΝΗΣΑΝ ΕΠΙ ΤΩΝ ΤΙΜΩΝ ΤΩΝ ΔΗΜΗΤΡΙΑΚΩΝ [1370,136,1574,161]
subhead: ΣΥΝΕΧΕΙΑ [1059,912,1111,924]
article-text: ΝΕΑ ΥΟΡΚΗ, 5. (Ασσ. Πρές).— Σύμφωνα προς ανακοίνωσιν. [601,606,801,630]
article-text: ΚΩΝΣΤΑΝΤΙΝΟΥΠΟΛΙΣ, 5. (Τού άνταποκριτού μας).— Η τουρκική κυβέρνησις επανέρχεται είς τό ζήτημα τής Δυτικής Θράκης. [239,206,408,254]
article-text: ΑΘΗΝΑΙ, 5.— Τόν πρωθυπουργόν κ. Στεφανόπουλον επεσκέφθησαν οι δήμαρχοι και επέδωσαν υπόμνημα. [239,495,408,531]
headline: ΝΑΥΑΓΟΥΝ ΑΙ ΔΙΑΠΡΑΓΜΑΤΕΥΣΕΙΣ ΔΙΑ ΤΗΝ ΔΙΕΞΑΓΩΓΗΝ ΕΙΣ ΒΙΕΤΝΑΜ ΓΕΝΙΚΩΝ ΒΟΥΛΕΥΤΙΚΩΝ ΕΚΛΟΓΩΝ [835,348,1338,425]
article-text: Η επιτροπή αδυνατεί νά ολοκληρώση τάς εργασίας της. [815,581,990,605]
article-text: ΜΟΣΧΑ, 5. (Ρόιτερ).— Η Κυπριακή αντιπροσωπεία. [998,1018,1173,1042]
article-text: ΛΕΥΚΩΣΙΑ, 5. (Ρόιτερ).— Ανέλαβε τά καθήκοντά του ο νέος διοικητής. [418,221,587,245]
article-text: ΟΥΑΣΙΓΚΤΩΝ, 5. (Ασσ. Πρές).— Ο γερουσιαστής Γκόλντουοτερ επέκρινε. [999,582,1175,619]
article-text: ΑΓΚΥΡΑ, 5. (Ρόιτερ).— Ισχυρός σεισμός έγινεν αισθητός. [601,218,801,242]
article-text: Η επιτροπή αδυνατεί νά ολοκληρώση τάς εργασίας της. [815,513,990,537]
article-text: ΑΘΗΝΑΙ, 5.— Κατά τάς προβλέψεις τής Μετεωρολογικής Υπηρεσίας ο καιρός θά είναι αίθριος. [12,773,225,810]
article-text: ΓΕΝΕΥΗ, 5. (Ασσ. Πρές).— Ο Βρεταννός αντιπρόσωπος ανέφερε. [999,257,1175,281]
subhead: Η ΚΥΠΡΙΑΚΗ ΑΝΤΙΠΡΟΣΩΠΕΙΑ [1011,1005,1160,1017]
subhead: ΤΑ ΣΤΡΑΤΕΥΜΑΤΑ [1043,215,1130,227]
column-1 [10,28,227,2301]
article-text: ΤΟΚΙΟ, 5. (Ασσ. Πρές).— Τό πρακτορείον ανεκοίνωσεν. [1182,678,1359,702]
article-text: Είς Πειραιά κατά τήν εργασίαν ετραυματίσθη εργάτης. [12,1333,225,1356]
article-text: ΣΑΪΓΚΟΝ, 5. (Ασσ. Πρές).— Αναγγέλλεται. [1372,846,1572,871]
